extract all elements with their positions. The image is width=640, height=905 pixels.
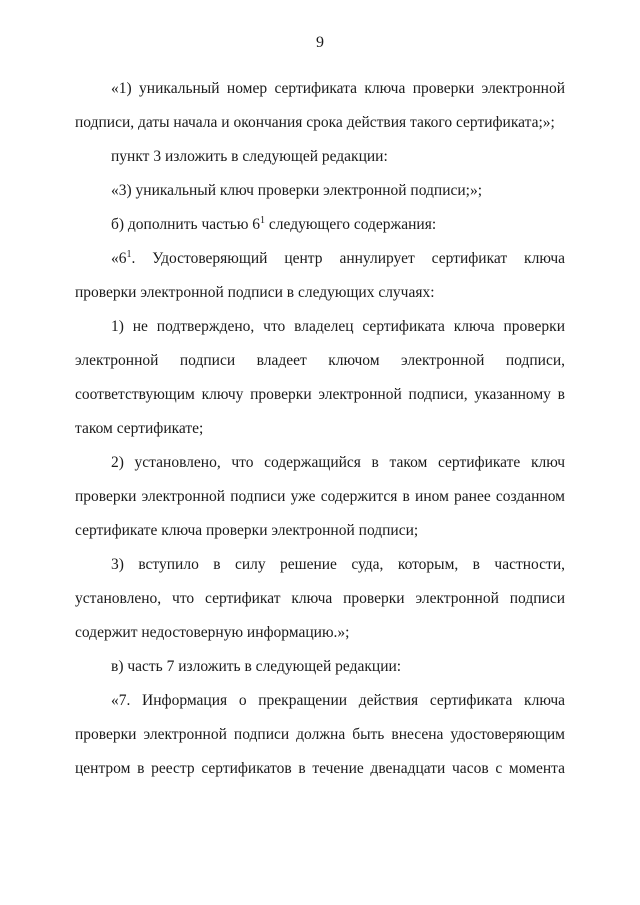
paragraph-4-before: б) дополнить частью 6	[111, 216, 261, 233]
paragraph-5	[75, 242, 565, 310]
paragraph-5-after: . Удостоверяющий центр аннулирует сертификат ключа проверки электронной подписи в следующих случаях:	[75, 250, 565, 301]
paragraph-4-after: следующего содержания:	[265, 216, 437, 233]
paragraph-3: «3) уникальный ключ проверки электронной подписи;»;	[111, 182, 483, 199]
paragraph-1: «1) уникальный номер сертификата ключа проверки электронной подписи, даты начала и окончания срока действия такого сертификата;»;	[75, 80, 565, 131]
document-body	[75, 72, 565, 786]
superscript-1: 1	[260, 214, 266, 226]
paragraph-10: «7. Информация о прекращении действия сертификата ключа проверки электронной подписи должна быть внесена удостоверяющим центром в реестр сертификатов в течение двенадцати часов с момента	[75, 692, 565, 777]
paragraph-5-before: «6	[111, 250, 127, 267]
superscript-2: 1	[126, 248, 132, 260]
page-number: 9	[316, 34, 324, 51]
paragraph-4	[75, 208, 565, 242]
paragraph-2: пункт 3 изложить в следующей редакции:	[111, 148, 388, 165]
paragraph-8: 3) вступило в силу решение суда, которым, в частности, установлено, что сертификат ключа проверки электронной подписи содержит недостоверную информацию.»;	[75, 556, 565, 641]
paragraph-7: 2) установлено, что содержащийся в таком сертификате ключ проверки электронной подписи уже содержится в ином ранее созданном сертификате ключа проверки электронной подписи;	[75, 454, 565, 539]
paragraph-9: в) часть 7 изложить в следующей редакции:	[111, 658, 402, 675]
paragraph-6: 1) не подтверждено, что владелец сертификата ключа проверки электронной подписи владеет ключом электронной подписи, соответствующим ключу проверки электронной подписи, указанному в таком сертификате;	[75, 318, 565, 437]
